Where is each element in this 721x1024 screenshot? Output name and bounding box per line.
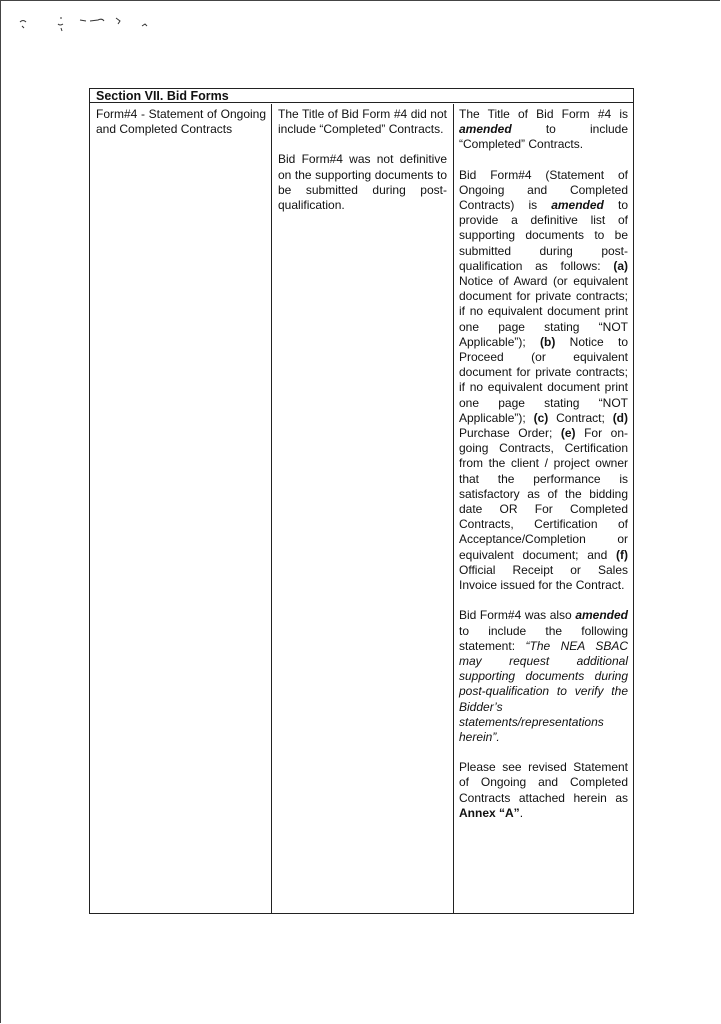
- original-paragraph-1: The Title of Bid Form #4 did not include “Completed” Contracts.: [278, 107, 447, 137]
- text-segment: Bid Form#4 (Statement of Ongoing and Completed Contracts) is: [459, 167, 628, 213]
- text-segment: The Title of Bid Form #4 is: [459, 107, 628, 121]
- text-segment: Bid Form#4 was also: [459, 608, 576, 623]
- text-segment: Please see revised Statement of Ongoing and Completed Contracts attached herein as: [459, 760, 628, 805]
- item-marker-a: (a): [613, 258, 628, 273]
- amended-emphasis: amended: [459, 122, 512, 137]
- text-segment: Contract;: [548, 410, 613, 425]
- original-paragraph-2: Bid Form#4 was not definitive on the supporting documents to be submitted during post-qualification.: [278, 152, 447, 213]
- annex-reference: Annex “A”: [459, 805, 520, 820]
- text-segment: to provide a definitive list of supporting documents to be submitted during post-qualification as follows:: [459, 198, 628, 273]
- amended-emphasis: amended: [575, 608, 628, 623]
- amended-paragraph-4: [459, 760, 628, 821]
- text-segment: to include the following statement:: [459, 623, 628, 653]
- form-label: Form#4 - Statement of Ongoing and Completed Contracts: [96, 107, 266, 137]
- text-segment: Notice to Proceed (or equivalent document for private contracts; if no equivalent document print one page stating “NOT Applicable”);: [459, 334, 628, 425]
- amended-provision-cell: [459, 107, 628, 836]
- amended-emphasis: amended: [551, 198, 604, 213]
- item-marker-e: (e): [560, 426, 576, 441]
- text-segment: Notice of Award (or equivalent document for private contracts; if no equivalent document print one page stating “NOT Applicable”);: [459, 274, 628, 349]
- form-label-cell: [96, 107, 266, 152]
- quoted-statement: “The NEA SBAC may request additional supporting documents during post-qualification to verify the Bidder’s statements/representations herein”.: [459, 638, 628, 744]
- item-marker-b: (b): [540, 334, 556, 349]
- scan-artifact-marks: [18, 12, 168, 42]
- text-segment: .: [519, 805, 524, 820]
- item-marker-f: (f): [616, 547, 628, 562]
- item-marker-d: (d): [612, 410, 629, 425]
- bid-forms-table: [89, 88, 634, 914]
- text-segment: to include “Completed” Contracts.: [459, 122, 628, 152]
- column-divider: [453, 104, 454, 913]
- item-marker-c: (c): [533, 410, 549, 425]
- amended-paragraph-2: [459, 168, 628, 594]
- section-title: Section VII. Bid Forms: [90, 89, 633, 103]
- text-segment: For on-going Contracts, Certification from the client / project owner that the performance is satisfactory as of the bidding date OR For Completed Contracts, Certification of Acceptance/Completion or equivalent document; and: [459, 426, 628, 562]
- column-divider: [271, 104, 272, 913]
- amended-paragraph-1: [459, 107, 628, 153]
- text-segment: Purchase Order;: [459, 426, 561, 441]
- text-segment: Official Receipt or Sales Invoice issued for the Contract.: [459, 562, 628, 593]
- amended-paragraph-3: [459, 608, 628, 745]
- original-provision-cell: [278, 107, 447, 228]
